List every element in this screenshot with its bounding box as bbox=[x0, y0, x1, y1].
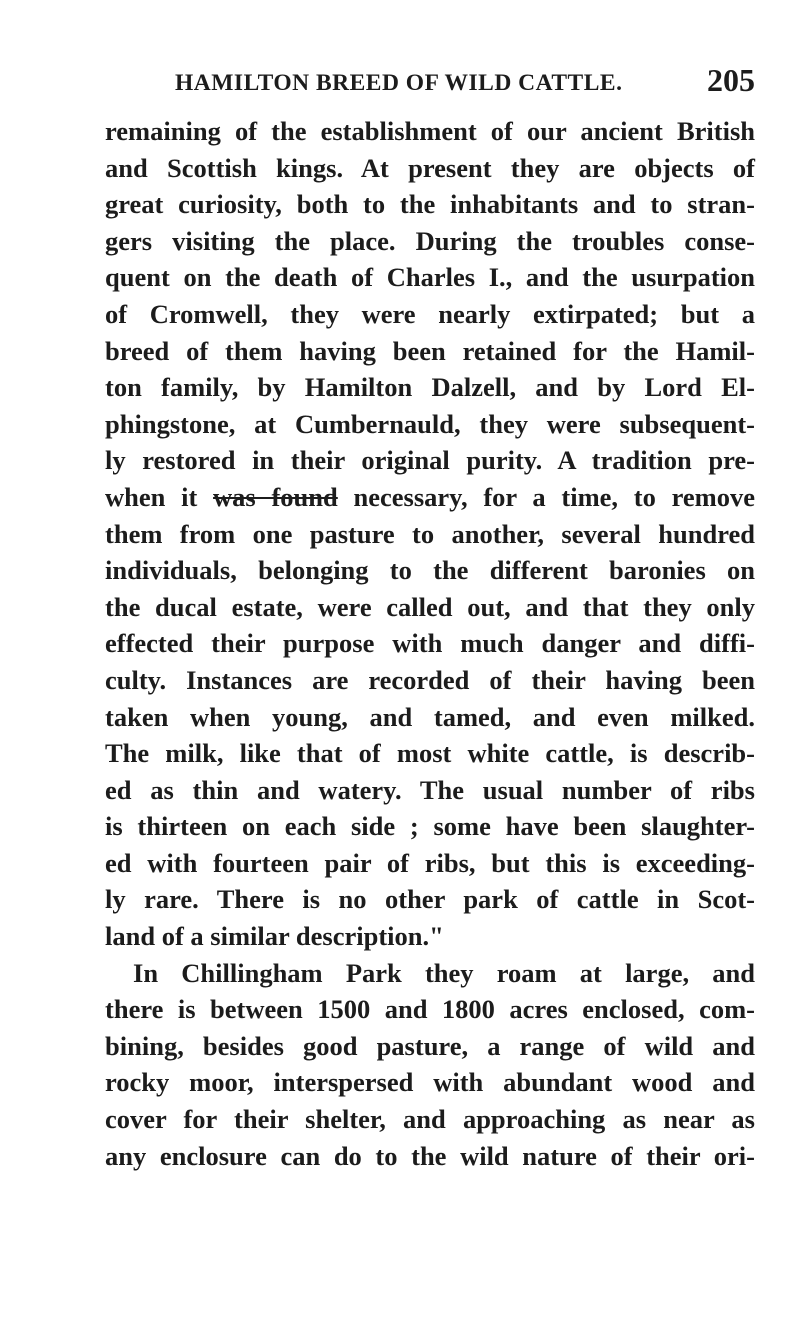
text-line: them from one pasture to another, several hundred bbox=[105, 518, 755, 549]
text-line: ly restored in their original purity. A tradition pre- bbox=[105, 445, 755, 476]
text-line-with-strikethrough bbox=[105, 479, 755, 516]
running-header bbox=[175, 62, 755, 108]
body-text bbox=[105, 113, 755, 1174]
running-title: HAMILTON BREED OF WILD CATTLE. bbox=[175, 70, 623, 96]
text-line: cover for their shelter, and approaching as near as bbox=[105, 1104, 755, 1135]
text-line: individuals, belonging to the different baronies on bbox=[105, 555, 755, 586]
text-line: and Scottish kings. At present they are objects of bbox=[105, 152, 755, 183]
text-line: any enclosure can do to the wild nature of their ori- bbox=[105, 1140, 755, 1171]
text-line: ton family, by Hamilton Dalzell, and by Lord El- bbox=[105, 372, 755, 403]
text-line: is thirteen on each side ; some have been slaughter- bbox=[105, 811, 755, 842]
text-line: The milk, like that of most white cattle, is describ- bbox=[105, 738, 755, 769]
text-line: land of a similar description." bbox=[105, 921, 444, 952]
text-line: remaining of the establishment of our ancient British bbox=[105, 116, 755, 146]
text-line: there is between 1500 and 1800 acres enclosed, com- bbox=[105, 994, 755, 1025]
text-line: ly rare. There is no other park of cattle in Scot- bbox=[105, 884, 755, 915]
text-fragment: necessary, for a time, to remove bbox=[337, 481, 755, 512]
text-line: rocky moor, interspersed with abundant wood and bbox=[105, 1067, 755, 1098]
text-line: phingstone, at Cumbernauld, they were subsequent- bbox=[105, 408, 755, 439]
text-line: the ducal estate, were called out, and that they only bbox=[105, 591, 755, 622]
text-line: of Cromwell, they were nearly extirpated; but a bbox=[105, 298, 755, 329]
struck-text: was found bbox=[213, 481, 338, 512]
text-fragment: when it bbox=[105, 481, 214, 512]
text-line: effected their purpose with much danger and diffi- bbox=[105, 628, 755, 659]
text-line: taken when young, and tamed, and even milked. bbox=[105, 701, 755, 732]
paragraph-first-line: In Chillingham Park they roam at large, and bbox=[133, 957, 755, 988]
page-number: 205 bbox=[707, 62, 755, 98]
text-line: ed as thin and watery. The usual number of ribs bbox=[105, 774, 755, 805]
text-line: culty. Instances are recorded of their having been bbox=[105, 664, 755, 695]
text-line: bining, besides good pasture, a range of wild and bbox=[105, 1030, 755, 1061]
text-line: ed with fourteen pair of ribs, but this is exceeding- bbox=[105, 847, 755, 878]
text-line: quent on the death of Charles I., and the usurpation bbox=[105, 262, 755, 293]
text-line: gers visiting the place. During the troubles conse- bbox=[105, 225, 755, 256]
text-line: great curiosity, both to the inhabitants and to stran- bbox=[105, 189, 755, 220]
text-line: breed of them having been retained for the Hamil- bbox=[105, 335, 755, 366]
